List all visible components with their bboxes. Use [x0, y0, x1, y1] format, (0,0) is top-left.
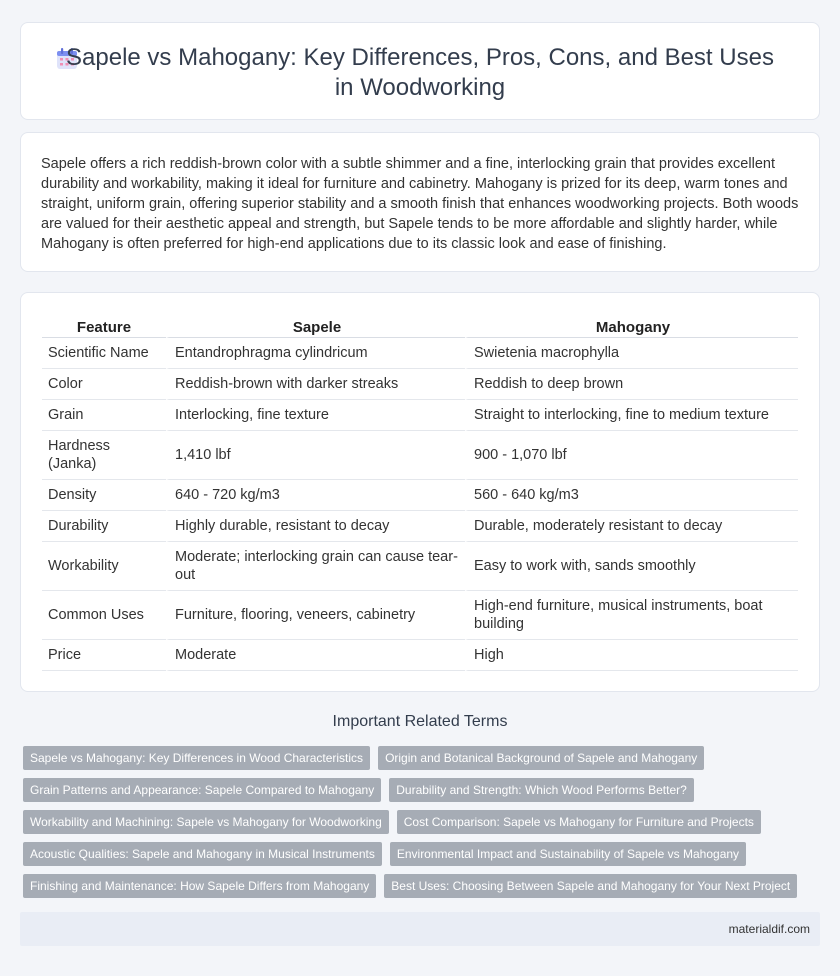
table-cell: Hardness (Janka): [42, 431, 166, 480]
related-term-tag[interactable]: Origin and Botanical Background of Sapele and Mahogany: [378, 746, 704, 770]
related-terms-list: [23, 746, 803, 906]
table-cell: Price: [42, 640, 166, 671]
table-row: [42, 431, 798, 480]
table-cell: High-end furniture, musical instruments, boat building: [465, 591, 798, 640]
footer: [20, 912, 820, 946]
header-mahogany: Mahogany: [465, 314, 798, 338]
table-row: [42, 480, 798, 511]
table-cell: Easy to work with, sands smoothly: [465, 542, 798, 591]
table-header-row: [42, 314, 798, 338]
table-cell: Furniture, flooring, veneers, cabinetry: [166, 591, 465, 640]
table-cell: 640 - 720 kg/m3: [166, 480, 465, 511]
table-cell: Swietenia macrophylla: [465, 338, 798, 369]
table-row: [42, 369, 798, 400]
table-cell: Reddish-brown with darker streaks: [166, 369, 465, 400]
comparison-table: [42, 314, 798, 671]
related-term-tag[interactable]: Environmental Impact and Sustainability of Sapele vs Mahogany: [390, 842, 746, 866]
table-cell: Durable, moderately resistant to decay: [465, 511, 798, 542]
table-cell: Straight to interlocking, fine to medium texture: [465, 400, 798, 431]
table-cell: Reddish to deep brown: [465, 369, 798, 400]
table-cell: Moderate; interlocking grain can cause tear-out: [166, 542, 465, 591]
intro-paragraph: Sapele offers a rich reddish-brown color with a subtle shimmer and a fine, interlocking grain that provides excellent durability and workability, making it ideal for furniture and cabinetry. Mahogany is prized for its deep, warm tones and straight, uniform grain, offering superior stability and a smooth finish that enhances woodworking projects. Both woods are valued for their aesthetic appeal and strength, but Sapele tends to be more affordable and slightly harder, while Mahogany is often preferred for high-end applications due to its classic look and ease of finishing.: [41, 156, 799, 252]
table-cell: Density: [42, 480, 166, 511]
related-term-tag[interactable]: Sapele vs Mahogany: Key Differences in Wood Characteristics: [23, 746, 370, 770]
comparison-table-card: [20, 292, 820, 692]
page-title: Sapele vs Mahogany: Key Differences, Pros, Cons, and Best Uses in Woodworking: [66, 44, 774, 101]
header-sapele: Sapele: [166, 314, 465, 338]
related-terms-title: Important Related Terms: [332, 713, 508, 730]
related-term-tag[interactable]: Cost Comparison: Sapele vs Mahogany for Furniture and Projects: [397, 810, 761, 834]
table-row: [42, 400, 798, 431]
header-feature: Feature: [42, 314, 166, 338]
table-row: [42, 640, 798, 671]
table-cell: Moderate: [166, 640, 465, 671]
table-cell: High: [465, 640, 798, 671]
footer-brand-link[interactable]: materialdif.com: [728, 922, 810, 936]
related-term-tag[interactable]: Best Uses: Choosing Between Sapele and Mahogany for Your Next Project: [384, 874, 797, 898]
header-card: [20, 22, 820, 120]
table-row: [42, 338, 798, 369]
related-term-tag[interactable]: Finishing and Maintenance: How Sapele Differs from Mahogany: [23, 874, 376, 898]
table-cell: Workability: [42, 542, 166, 591]
table-cell: Entandrophragma cylindricum: [166, 338, 465, 369]
table-cell: Common Uses: [42, 591, 166, 640]
table-cell: Grain: [42, 400, 166, 431]
intro-card: [20, 132, 820, 272]
table-cell: 1,410 lbf: [166, 431, 465, 480]
table-cell: 900 - 1,070 lbf: [465, 431, 798, 480]
table-row: [42, 591, 798, 640]
table-row: [42, 542, 798, 591]
related-term-tag[interactable]: Durability and Strength: Which Wood Performs Better?: [389, 778, 694, 802]
related-term-tag[interactable]: Workability and Machining: Sapele vs Mahogany for Woodworking: [23, 810, 389, 834]
table-cell: Scientific Name: [42, 338, 166, 369]
table-cell: Durability: [42, 511, 166, 542]
table-row: [42, 511, 798, 542]
related-term-tag[interactable]: Grain Patterns and Appearance: Sapele Compared to Mahogany: [23, 778, 381, 802]
table-cell: Interlocking, fine texture: [166, 400, 465, 431]
related-term-tag[interactable]: Acoustic Qualities: Sapele and Mahogany in Musical Instruments: [23, 842, 382, 866]
table-cell: 560 - 640 kg/m3: [465, 480, 798, 511]
table-cell: Highly durable, resistant to decay: [166, 511, 465, 542]
table-cell: Color: [42, 369, 166, 400]
